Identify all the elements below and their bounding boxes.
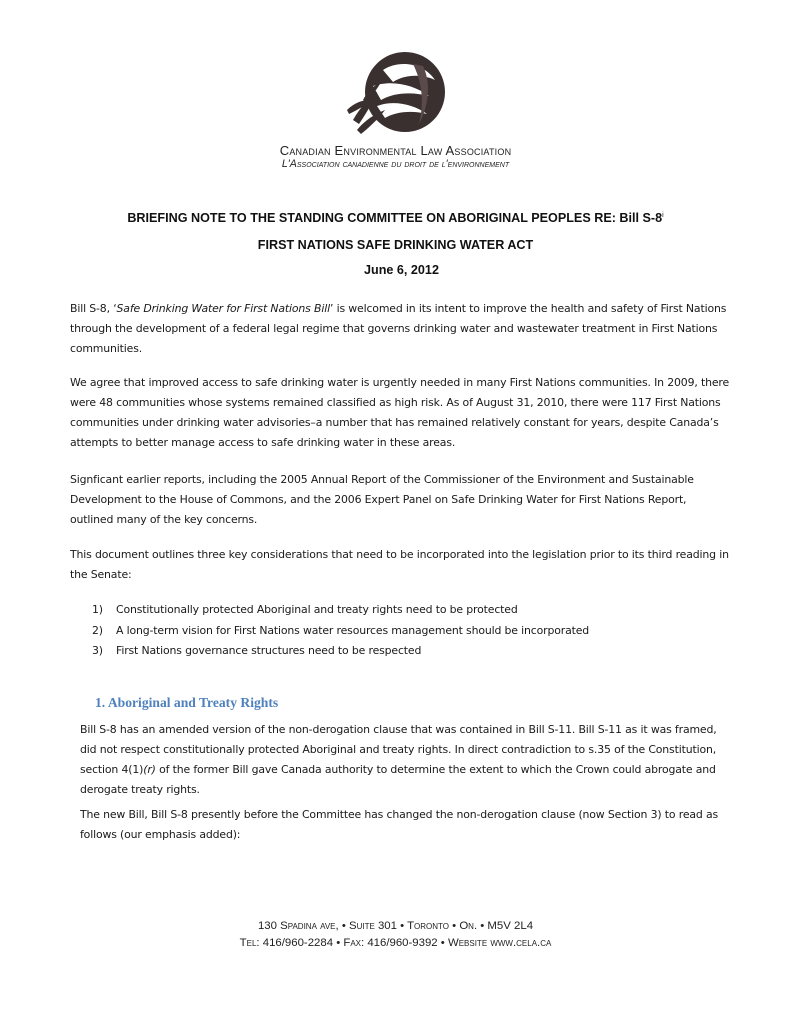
clause-italic: (r) [143, 763, 156, 776]
bill-name-italic: Safe Drinking Water for First Nations Bill [116, 302, 330, 315]
section-paragraph: The new Bill, Bill S-8 presently before the Committee has changed the non-derogation clause (now Section 3) to read as follows (our emphasis added): [80, 808, 719, 841]
considerations-intro: This document outlines three key considerations that need to be incorporated into the legislation prior to its third reading in the Senate: [70, 548, 729, 581]
briefing-title [0, 211, 791, 225]
list-item [92, 600, 712, 621]
org-name-fr: L'Association canadienne du droit de l'environnement [281, 158, 510, 170]
section-heading-treaty-rights: 1. Aboriginal and Treaty Rights [95, 695, 279, 710]
section-text-start: Bill S-8 has an amended version of the non-derogation clause that was contained in Bill S-11. Bill S-11 as it was framed, did not respect constitutionally protected Aboriginal and treaty rights. In direct contradiction to s.35 of the Constitution, section 4(1) [80, 723, 717, 776]
intro-text-start: Bill S-8, ‘ [70, 302, 117, 315]
footnote-marker[interactable]: i [662, 211, 664, 219]
briefing-title-text: BRIEFING NOTE TO THE STANDING COMMITTEE ON ABORIGINAL PEOPLES RE: Bill S-8 [127, 211, 663, 225]
list-number: 1) [92, 603, 103, 616]
act-title: FIRST NATIONS SAFE DRINKING WATER ACT [257, 238, 534, 252]
list-number: 2) [92, 623, 103, 637]
access-paragraph: We agree that improved access to safe drinking water is urgently needed in many First Nations communities. In 2009, there were 48 communities whose systems remained classified as high risk. As of August 31, 2010, there were 117 First Nations communities under drinking water advisories–a number that has remained relatively constant for years, despite Canada’s attempts to better manage access to safe drinking water in these areas. [70, 376, 730, 449]
intro-paragraph [70, 299, 730, 359]
intro-text-end: ’ is welcomed in its intent to improve the health and safety of First Nations through the development of a federal legal regime that governs drinking water and wastewater treatment in First Nations communities. [70, 302, 727, 355]
section-paragraph [80, 720, 730, 800]
document-date: June 6, 2012 [364, 263, 439, 277]
section-text-end: of the former Bill gave Canada authority to determine the extent to which the Crown could abrogate and derogate treaty rights. [80, 763, 716, 796]
list-text: Constitutionally protected Aboriginal and treaty rights need to be protected [116, 603, 518, 616]
reports-paragraph: Signficant earlier reports, including the 2005 Annual Report of the Commissioner of the Environment and Sustainable Development to the House of Commons, and the 2006 Expert Panel on Safe Drinking Water for First Nations Report, outlined many of the key concerns. [70, 473, 694, 526]
list-item [92, 641, 712, 662]
list-text: First Nations governance structures need to be respected [116, 644, 422, 657]
footer-address: 130 Spadina ave, • Suite 301 • Toronto • On. • M5V 2L4 [257, 920, 534, 932]
list-number: 3) [92, 644, 103, 657]
org-name-en: Canadian Environmental Law Association [279, 143, 512, 158]
cela-logo-icon [343, 50, 453, 138]
considerations-list [92, 600, 712, 662]
list-item [92, 621, 712, 642]
list-text: A long-term vision for First Nations water resources management should be incorporated [116, 623, 590, 637]
footer-contact: Tel: 416/960-2284 • Fax: 416/960-9392 • Website www.cela.ca [239, 937, 552, 949]
